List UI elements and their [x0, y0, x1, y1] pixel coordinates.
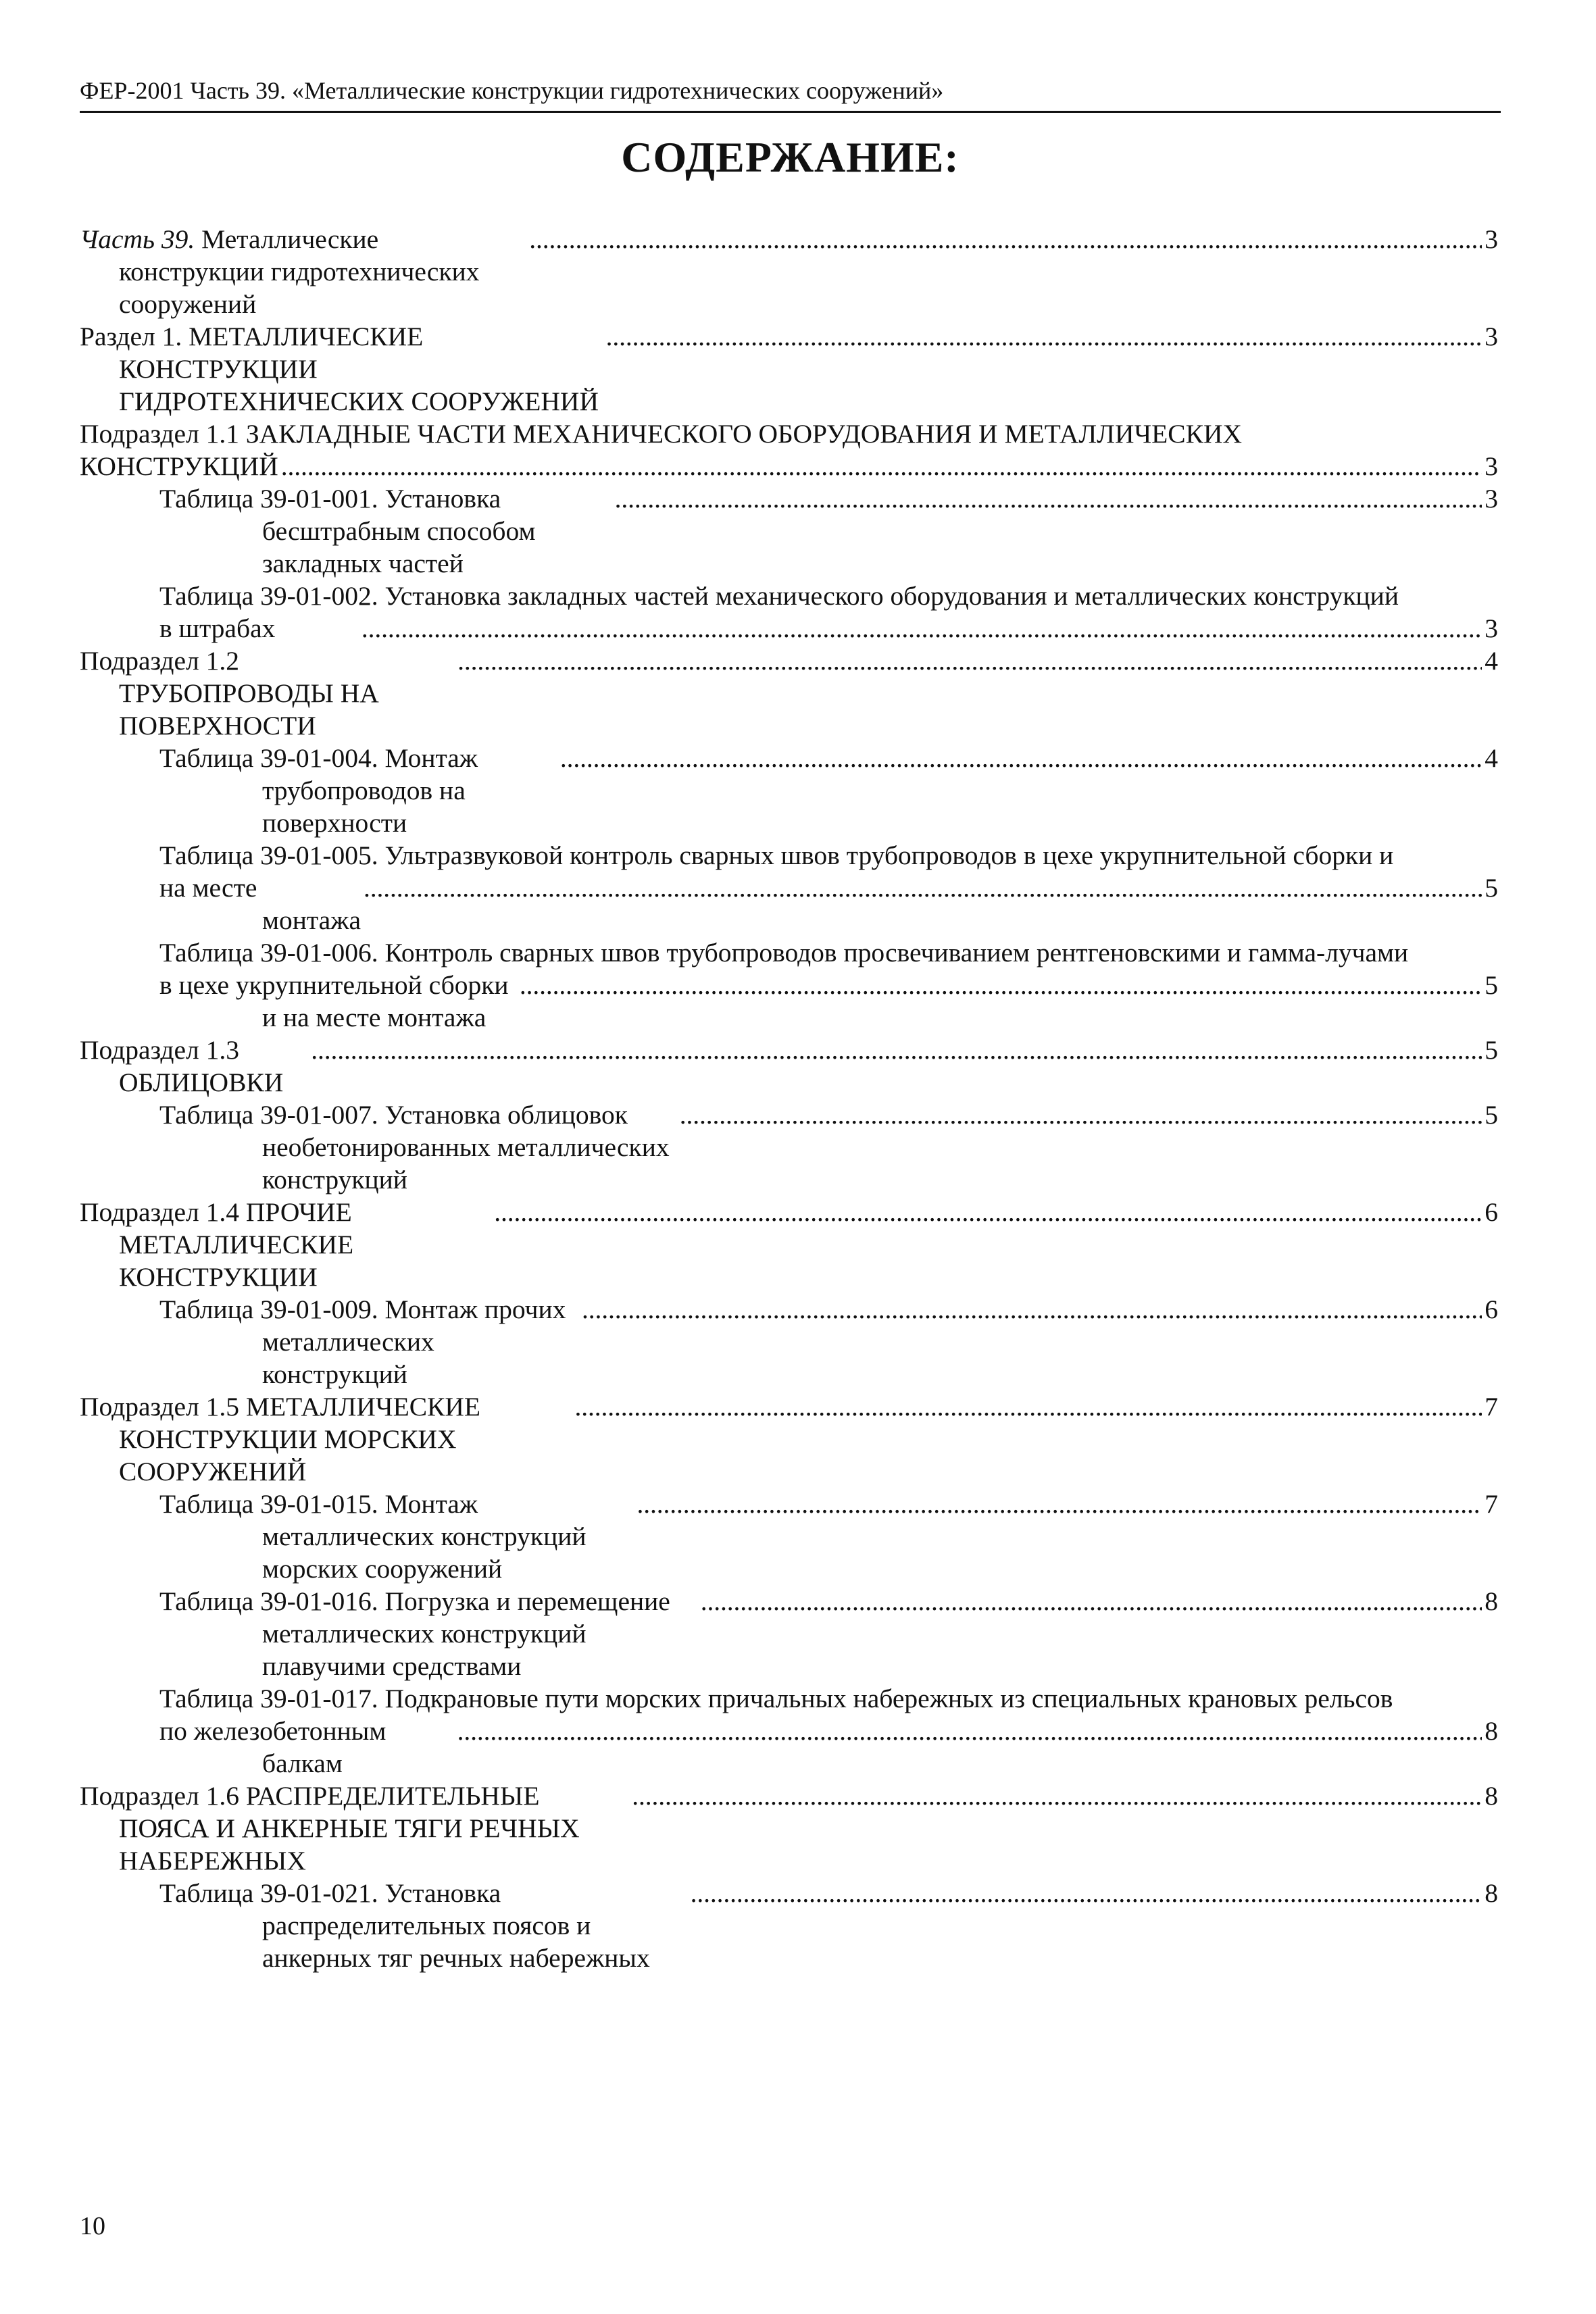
toc-page-number: 7	[1485, 1392, 1498, 1422]
toc-entry-text: Подраздел 1.6 РАСПРЕДЕЛИТЕЛЬНЫЕ ПОЯСА И АНКЕРНЫЕ ТЯГИ РЕЧНЫХ НАБЕРЕЖНЫХ	[80, 1781, 580, 1876]
dot-leader	[364, 872, 1482, 904]
toc-entry-text-continued: по железобетонным балкам	[159, 1716, 386, 1778]
toc-page-number: 8	[1485, 1586, 1498, 1616]
toc-entry-italic-prefix: Часть 39.	[80, 224, 195, 254]
toc-entry-subsection-1-6[interactable]	[80, 1780, 1498, 1877]
table-of-contents	[80, 223, 1498, 1974]
toc-page-number: 8	[1485, 1781, 1498, 1811]
toc-entry-section-1[interactable]	[80, 320, 1498, 418]
toc-entry-table-39-01-006[interactable]	[80, 936, 1498, 1034]
toc-entry-text: Подраздел 1.2 ТРУБОПРОВОДЫ НА ПОВЕРХНОСТИ	[80, 646, 379, 740]
dot-leader	[575, 1390, 1482, 1423]
toc-entry-text: Таблица 39-01-015. Монтаж металлических конструкций морских сооружений	[159, 1489, 587, 1584]
toc-page-number: 6	[1485, 1197, 1498, 1227]
toc-entry-table-39-01-005[interactable]	[80, 839, 1498, 936]
toc-entry-text: Подраздел 1.1 ЗАКЛАДНЫЕ ЧАСТИ МЕХАНИЧЕСКОГО ОБОРУДОВАНИЯ И МЕТАЛЛИЧЕСКИХ	[80, 419, 1243, 449]
dot-leader	[494, 1196, 1482, 1228]
toc-entry-text-continued: в цехе укрупнительной сборки и на месте монтажа	[159, 970, 509, 1032]
dot-leader	[606, 320, 1482, 353]
toc-page-number: 3	[1485, 451, 1498, 481]
toc-entry-text-continued: КОНСТРУКЦИЙ	[80, 451, 278, 481]
dot-leader	[520, 969, 1482, 1001]
toc-entry-text: Подраздел 1.5 МЕТАЛЛИЧЕСКИЕ КОНСТРУКЦИИ МОРСКИХ СООРУЖЕНИЙ	[80, 1392, 481, 1486]
toc-entry-text: Таблица 39-01-021. Установка распределительных поясов и анкерных тяг речных набережных	[159, 1878, 650, 1973]
toc-entry-table-39-01-021[interactable]	[80, 1877, 1498, 1974]
toc-page-number: 8	[1485, 1878, 1498, 1908]
toc-entry-subsection-1-3[interactable]	[80, 1034, 1498, 1099]
toc-page-number: 6	[1485, 1294, 1498, 1324]
toc-entry-text: Таблица 39-01-002. Установка закладных частей механического оборудования и металлических конструкций	[159, 581, 1399, 611]
toc-page-number: 8	[1485, 1716, 1498, 1746]
toc-entry-table-39-01-015[interactable]	[80, 1488, 1498, 1585]
dot-leader	[615, 482, 1482, 515]
toc-entry-table-39-01-002[interactable]	[80, 580, 1498, 645]
toc-entry-subsection-1-4[interactable]	[80, 1196, 1498, 1293]
dot-leader	[281, 450, 1482, 482]
toc-page-number: 5	[1485, 970, 1498, 1000]
toc-page-number: 7	[1485, 1489, 1498, 1519]
page-title: СОДЕРЖАНИЕ:	[621, 133, 959, 181]
toc-entry-text: Таблица 39-01-017. Подкрановые пути морских причальных набережных из специальных крановых рельсов	[159, 1684, 1393, 1713]
toc-entry-text: Таблица 39-01-006. Контроль сварных швов трубопроводов просвечиванием рентгеновскими и гамма-лучами	[159, 938, 1409, 967]
toc-entry-subsection-1-5[interactable]	[80, 1390, 1498, 1488]
toc-entry-text-continued: в штрабах	[159, 613, 276, 643]
toc-page-number: 5	[1485, 1100, 1498, 1130]
toc-entry-text: Металлические конструкции гидротехнических сооружений	[119, 224, 480, 319]
toc-entry-text: Раздел 1. МЕТАЛЛИЧЕСКИЕ КОНСТРУКЦИИ ГИДРОТЕХНИЧЕСКИХ СООРУЖЕНИЙ	[80, 322, 599, 416]
toc-entry-table-39-01-004[interactable]	[80, 742, 1498, 839]
dot-leader	[637, 1488, 1482, 1520]
toc-entry-text: Таблица 39-01-009. Монтаж прочих металлических конструкций	[159, 1294, 566, 1389]
toc-page-number: 5	[1485, 1035, 1498, 1065]
toc-page-number: 3	[1485, 484, 1498, 513]
page-number: 10	[80, 2212, 105, 2240]
toc-entry-text: Таблица 39-01-001. Установка бесштрабным способом закладных частей	[159, 484, 536, 578]
dot-leader	[680, 1099, 1482, 1131]
toc-page-number: 3	[1485, 613, 1498, 643]
dot-leader	[560, 742, 1482, 774]
dot-leader	[529, 223, 1482, 255]
toc-entry-table-39-01-009[interactable]	[80, 1293, 1498, 1390]
toc-entry-table-39-01-016[interactable]	[80, 1585, 1498, 1682]
toc-entry-text: Таблица 39-01-007. Установка облицовок необетонированных металлических конструкций	[159, 1100, 670, 1194]
toc-page-number: 3	[1485, 224, 1498, 254]
toc-entry-text: Подраздел 1.3 ОБЛИЦОВКИ	[80, 1035, 284, 1097]
dot-leader	[457, 1715, 1482, 1747]
toc-entry-subsection-1-2[interactable]	[80, 645, 1498, 742]
toc-entry-table-39-01-007[interactable]	[80, 1099, 1498, 1196]
toc-entry-part-39[interactable]	[80, 223, 1498, 320]
toc-entry-text: Таблица 39-01-016. Погрузка и перемещение металлических конструкций плавучими средствами	[159, 1586, 670, 1681]
running-header: ФЕР-2001 Часть 39. «Металлические конструкции гидротехнических сооружений»	[80, 70, 1501, 113]
toc-entry-text-continued: на месте монтажа	[159, 873, 361, 935]
toc-page-number: 4	[1485, 743, 1498, 773]
toc-entry-text: Таблица 39-01-004. Монтаж трубопроводов на поверхности	[159, 743, 478, 838]
toc-entry-text: Подраздел 1.4 ПРОЧИЕ МЕТАЛЛИЧЕСКИЕ КОНСТРУКЦИИ	[80, 1197, 354, 1292]
toc-page-number: 4	[1485, 646, 1498, 676]
dot-leader	[457, 645, 1482, 677]
dot-leader	[691, 1877, 1482, 1909]
dot-leader	[632, 1780, 1482, 1812]
dot-leader	[701, 1585, 1482, 1617]
toc-entry-table-39-01-001[interactable]	[80, 482, 1498, 580]
toc-entry-table-39-01-017[interactable]	[80, 1682, 1498, 1780]
toc-entry-text: Таблица 39-01-005. Ультразвуковой контроль сварных швов трубопроводов в цехе укрупнительной сборки и	[159, 840, 1394, 870]
toc-page-number: 3	[1485, 322, 1498, 351]
toc-page-number: 5	[1485, 873, 1498, 903]
dot-leader	[582, 1293, 1482, 1326]
dot-leader	[361, 612, 1482, 645]
dot-leader	[311, 1034, 1482, 1066]
toc-entry-subsection-1-1[interactable]	[80, 418, 1498, 482]
